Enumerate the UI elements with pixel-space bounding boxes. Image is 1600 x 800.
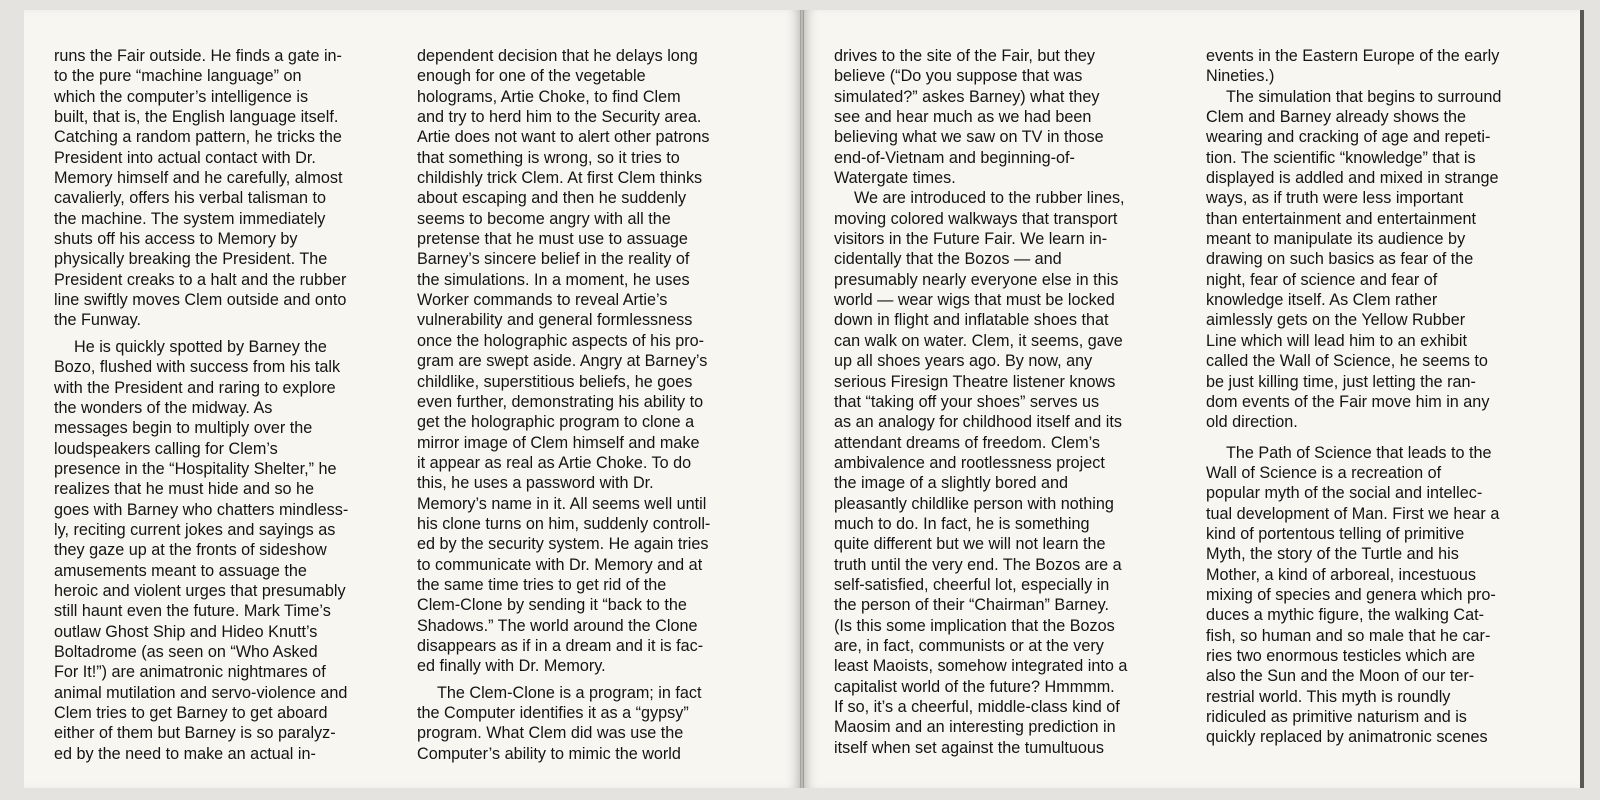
text-line: and try to herd him to the Security area. bbox=[417, 108, 702, 127]
text-line: President into actual contact with Dr. bbox=[54, 148, 316, 167]
text-line: see and hear much as we had been bbox=[834, 108, 1092, 127]
text-line: Clem-Clone by sending it “back to the bbox=[417, 596, 687, 615]
text-line: believing what we saw on TV in those bbox=[834, 128, 1104, 147]
text-line: they gaze up at the fronts of sideshow bbox=[54, 541, 327, 560]
text-line: disappears as if in a dream and it is fac- bbox=[417, 636, 704, 655]
text-line: with the President and raring to explore bbox=[54, 378, 336, 397]
text-line: ways, as if truth were less important bbox=[1206, 189, 1464, 208]
text-line: the image of a slightly bored and bbox=[834, 474, 1068, 493]
text-line: cavalierly, offers his verbal talisman to bbox=[54, 189, 327, 208]
text-line: the machine. The system immediately bbox=[54, 209, 326, 228]
text-line: that something is wrong, so it tries to bbox=[417, 148, 680, 167]
text-column-4 bbox=[1206, 46, 1566, 748]
text-line: Clem tries to get Barney to get aboard bbox=[54, 704, 328, 722]
text-line: duces a mythic figure, the walking Cat- bbox=[1206, 606, 1485, 625]
text-line: events in the Eastern Europe of the early bbox=[1206, 47, 1500, 65]
text-line: Line which will lead him to an exhibit bbox=[1206, 331, 1467, 350]
text-line: aimlessly gets on the Yellow Rubber bbox=[1206, 311, 1466, 330]
text-line: still haunt even the future. Mark Time’s bbox=[54, 602, 331, 621]
text-line: ridiculed as primitive naturism and is bbox=[1206, 708, 1467, 726]
right-page bbox=[804, 10, 1580, 788]
text-line: drives to the site of the Fair, but they bbox=[834, 47, 1095, 65]
text-line: shuts off his access to Memory by bbox=[54, 230, 298, 249]
text-line: popular myth of the social and intellec- bbox=[1206, 484, 1483, 503]
text-line: once the holographic aspects of his pro- bbox=[417, 331, 705, 350]
text-line: messages begin to multiply over the bbox=[54, 419, 313, 438]
text-line: the simulations. In a moment, he uses bbox=[417, 270, 690, 289]
text-line: President creaks to a halt and the rubber bbox=[54, 270, 347, 289]
text-line: wearing and cracking of age and repeti- bbox=[1206, 128, 1491, 147]
text-line: holograms, Artie Choke, to find Clem bbox=[417, 87, 681, 106]
text-line: meant to manipulate its audience by bbox=[1206, 230, 1466, 249]
text-line: dependent decision that he delays long bbox=[417, 47, 698, 65]
text-line: to communicate with Dr. Memory and at bbox=[417, 555, 703, 574]
text-line: Mother, a kind of arboreal, incestuous bbox=[1206, 565, 1476, 584]
text-line: even further, demonstrating his ability to bbox=[417, 392, 704, 411]
text-line: kind of portentous telling of primitive bbox=[1206, 524, 1465, 543]
text-line: amusements meant to assuage the bbox=[54, 561, 307, 580]
text-line: Boltadrome (as seen on “Who Asked bbox=[54, 642, 318, 661]
text-line: The simulation that begins to surround bbox=[1226, 87, 1502, 106]
text-line: itself when set against the tumultuous bbox=[834, 738, 1104, 757]
text-line: quickly replaced by animatronic scenes bbox=[1206, 728, 1488, 747]
text-line: which the computer’s intelligence is bbox=[54, 87, 309, 106]
text-line: down in flight and inflatable shoes that bbox=[834, 311, 1109, 330]
text-line: knowledge itself. As Clem rather bbox=[1206, 291, 1438, 310]
text-line: than entertainment and entertainment bbox=[1206, 209, 1476, 228]
text-line: Artie does not want to alert other patrons bbox=[417, 128, 710, 147]
text-line: called the Wall of Science, he seems to bbox=[1206, 352, 1488, 371]
paragraph-gap bbox=[1206, 433, 1566, 443]
text-line: serious Firesign Theatre listener knows bbox=[834, 372, 1116, 391]
text-line: about escaping and then he suddenly bbox=[417, 189, 687, 208]
text-line: Wall of Science is a recreation of bbox=[1206, 463, 1442, 482]
text-line: dom events of the Fair move him in any bbox=[1206, 392, 1490, 411]
text-line: enough for one of the vegetable bbox=[417, 67, 646, 86]
text-line: Maosim and an interesting prediction in bbox=[834, 718, 1116, 737]
text-line: displayed is addled and mixed in strange bbox=[1206, 169, 1499, 188]
text-line: restrial world. This myth is roundly bbox=[1206, 687, 1451, 706]
text-line: the Funway. bbox=[54, 311, 141, 330]
text-line: seems to become angry with all the bbox=[417, 209, 671, 228]
text-line: tual development of Man. First we hear a bbox=[1206, 504, 1500, 523]
text-line: Memory himself and he carefully, almost bbox=[54, 169, 343, 188]
text-line: built, that is, the English language itself. bbox=[54, 108, 339, 127]
text-line: ed finally with Dr. Memory. bbox=[417, 657, 606, 676]
text-line: self-satisfied, cheerful lot, especially in bbox=[834, 575, 1110, 594]
text-line: much to do. In fact, he is something bbox=[834, 514, 1090, 533]
text-line: truth until the very end. The Bozos are a bbox=[834, 555, 1122, 574]
text-line: his clone turns on him, suddenly controll- bbox=[417, 514, 711, 533]
text-line: ed by the security system. He again tries bbox=[417, 535, 709, 554]
text-line: Myth, the story of the Turtle and his bbox=[1206, 545, 1459, 564]
text-line: gram are swept aside. Angry at Barney’s bbox=[417, 352, 708, 371]
text-line: simulated?” askes Barney) what they bbox=[834, 87, 1100, 106]
text-line: Catching a random pattern, he tricks the bbox=[54, 128, 342, 147]
text-line: runs the Fair outside. He finds a gate in- bbox=[54, 47, 342, 65]
text-line: this, he uses a password with Dr. bbox=[417, 474, 654, 493]
text-line: The Path of Science that leads to the bbox=[1226, 443, 1492, 462]
text-line: night, fear of science and fear of bbox=[1206, 270, 1438, 289]
text-line: old direction. bbox=[1206, 413, 1298, 432]
text-line: physically breaking the President. The bbox=[54, 250, 328, 269]
text-line: up all shoes years ago. By now, any bbox=[834, 352, 1093, 371]
text-line: as an analogy for childhood itself and its bbox=[834, 413, 1122, 432]
text-line: goes with Barney who chatters mindless- bbox=[54, 500, 349, 519]
text-line: program. What Clem did was use the bbox=[417, 724, 684, 743]
text-line: quite different but we will not learn the bbox=[834, 535, 1106, 554]
text-line: attendant dreams of freedom. Clem’s bbox=[834, 433, 1101, 452]
text-line: loudspeakers calling for Clem’s bbox=[54, 439, 278, 458]
text-line: Bozo, flushed with success from his talk bbox=[54, 358, 341, 377]
text-line: line swiftly moves Clem outside and onto bbox=[54, 291, 347, 310]
text-line: heroic and violent urges that presumably bbox=[54, 581, 346, 600]
text-line: mirror image of Clem himself and make bbox=[417, 433, 700, 452]
text-line: Shadows.” The world around the Clone bbox=[417, 616, 698, 635]
text-line: ambivalence and rootlessness project bbox=[834, 453, 1105, 472]
text-line: also the Sun and the Moon of our ter- bbox=[1206, 667, 1475, 686]
text-line: either of them but Barney is so paralyz- bbox=[54, 724, 336, 743]
text-line: Clem and Barney already shows the bbox=[1206, 108, 1467, 127]
text-line: He is quickly spotted by Barney the bbox=[74, 337, 327, 356]
text-line: get the holographic program to clone a bbox=[417, 413, 695, 432]
text-column-2 bbox=[417, 46, 777, 764]
text-line: cidentally that the Bozos — and bbox=[834, 250, 1062, 269]
text-line: childlike, superstitious beliefs, he goes bbox=[417, 372, 693, 391]
text-line: pleasantly childlike person with nothing bbox=[834, 494, 1114, 513]
text-line: tion. The scientific “knowledge” that is bbox=[1206, 148, 1476, 167]
text-line: pretense that he must use to assuage bbox=[417, 230, 688, 249]
text-line: moving colored walkways that transport bbox=[834, 209, 1118, 228]
text-line: outlaw Ghost Ship and Hideo Knutt’s bbox=[54, 622, 318, 641]
text-line: the person of their “Chairman” Barney. bbox=[834, 596, 1110, 615]
text-line: realizes that he must hide and so he bbox=[54, 480, 315, 499]
text-line: We are introduced to the rubber lines, bbox=[854, 189, 1125, 208]
text-column-1 bbox=[54, 46, 414, 764]
text-line: capitalist world of the future? Hmmmm. bbox=[834, 677, 1115, 696]
text-line: Computer’s ability to mimic the world bbox=[417, 744, 681, 763]
text-line: mixing of species and genera which pro- bbox=[1206, 585, 1496, 604]
text-line: ly, reciting current jokes and sayings as bbox=[54, 520, 336, 539]
text-line: the same time tries to get rid of the bbox=[417, 575, 667, 594]
text-line: (Is this some implication that the Bozos bbox=[834, 616, 1115, 635]
text-line: world — wear wigs that must be locked bbox=[834, 291, 1115, 310]
text-line: childishly trick Clem. At first Clem thinks bbox=[417, 169, 703, 188]
text-line: vulnerability and general formlessness bbox=[417, 311, 693, 330]
text-line: presumably nearly everyone else in this bbox=[834, 270, 1119, 289]
text-line: ed by the need to make an actual in- bbox=[54, 744, 316, 763]
text-line: Memory’s name in it. All seems well until bbox=[417, 494, 707, 513]
text-line: can walk on water. Clem, it seems, gave bbox=[834, 331, 1123, 350]
text-line: Nineties.) bbox=[1206, 67, 1275, 86]
text-line: it appear as real as Artie Choke. To do bbox=[417, 453, 692, 472]
text-line: fish, so human and so male that he car- bbox=[1206, 626, 1491, 645]
page-edge bbox=[1580, 10, 1584, 788]
text-line: If so, it’s a cheerful, middle-class kind of bbox=[834, 698, 1120, 716]
text-column-3 bbox=[834, 46, 1194, 758]
text-line: For It!”) are animatronic nightmares of bbox=[54, 663, 326, 682]
text-line: presence in the “Hospitality Shelter,” he bbox=[54, 459, 337, 478]
text-line: be just killing time, just letting the ran- bbox=[1206, 372, 1476, 391]
text-line: ries two enormous testicles which are bbox=[1206, 646, 1475, 665]
text-line: drawing on such basics as fear of the bbox=[1206, 250, 1474, 269]
text-line: to the pure “machine language” on bbox=[54, 67, 302, 86]
text-line: believe (“Do you suppose that was bbox=[834, 67, 1083, 86]
text-line: least Maoists, somehow integrated into a bbox=[834, 657, 1128, 676]
text-line: The Clem-Clone is a program; in fact bbox=[437, 683, 702, 702]
text-line: visitors in the Future Fair. We learn in- bbox=[834, 230, 1108, 249]
text-line: the wonders of the midway. As bbox=[54, 398, 273, 417]
text-line: end-of-Vietnam and beginning-of- bbox=[834, 148, 1075, 167]
text-line: animal mutilation and servo-violence and bbox=[54, 683, 348, 702]
text-line: Worker commands to reveal Artie’s bbox=[417, 291, 668, 310]
left-page bbox=[24, 10, 800, 788]
text-line: that “taking off your shoes” serves us bbox=[834, 392, 1100, 411]
text-line: the Computer identifies it as a “gypsy” bbox=[417, 704, 689, 722]
text-line: Watergate times. bbox=[834, 169, 956, 188]
text-line: Barney’s sincere belief in the reality of bbox=[417, 250, 690, 269]
text-line: are, in fact, communists or at the very bbox=[834, 636, 1104, 655]
